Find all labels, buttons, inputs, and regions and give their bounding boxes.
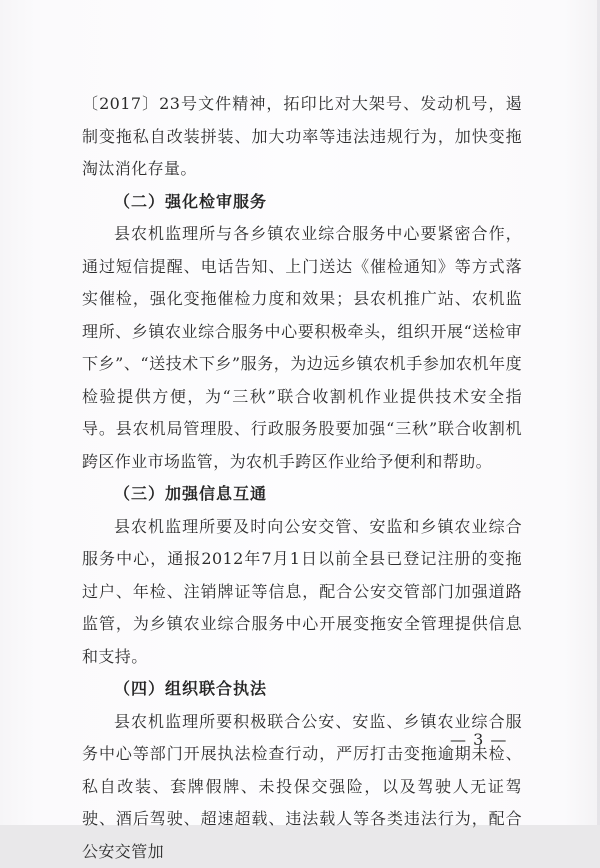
page-number: — 3 — <box>450 730 507 749</box>
document-body <box>82 88 522 868</box>
paragraph-joint-enforcement: 县农机监理所要积极联合公安、安监、乡镇农业综合服务中心等部门开展执法检查行动，严厉打击变拖逾期未检、私自改装、套牌假牌、未投保交强险，以及驾驶人无证驾驶、酒后驾驶、超速超载、违法载人等各类违法行为，配合公安交管加 <box>82 706 522 868</box>
section-heading-3: （三）加强信息互通 <box>82 478 522 511</box>
paragraph-inspection-service: 县农机监理所与各乡镇农业综合服务中心要紧密合作，通过短信提醒、电话告知、上门送达《催检通知》等方式落实催检，强化变拖催检力度和效果；县农机推广站、农机监理所、乡镇农业综合服务中心要积极牵头，组织开展“送检审下乡”、“送技术下乡”服务，为边远乡镇农机手参加农机年度检验提供方便，为“三秋”联合收割机作业提供技术安全指导。县农机局管理股、行政服务股要加强“三秋”联合收割机跨区作业市场监管，为农机手跨区作业给予便利和帮助。 <box>82 218 522 478</box>
paragraph-information-sharing: 县农机监理所要及时向公安交管、安监和乡镇农业综合服务中心，通报2012年7月1日以前全县已登记注册的变拖过户、年检、注销牌证等信息，配合公安交管部门加强道路监管，为乡镇农业综合服务中心开展变拖安全管理提供信息和支持。 <box>82 511 522 674</box>
section-heading-2: （二）强化检审服务 <box>82 186 522 219</box>
paragraph-continued: 〔2017〕23号文件精神，拓印比对大架号、发动机号，遏制变拖私自改装拼装、加大功率等违法违规行为，加快变拖淘汰消化存量。 <box>82 88 522 186</box>
section-heading-4: （四）组织联合执法 <box>82 673 522 706</box>
